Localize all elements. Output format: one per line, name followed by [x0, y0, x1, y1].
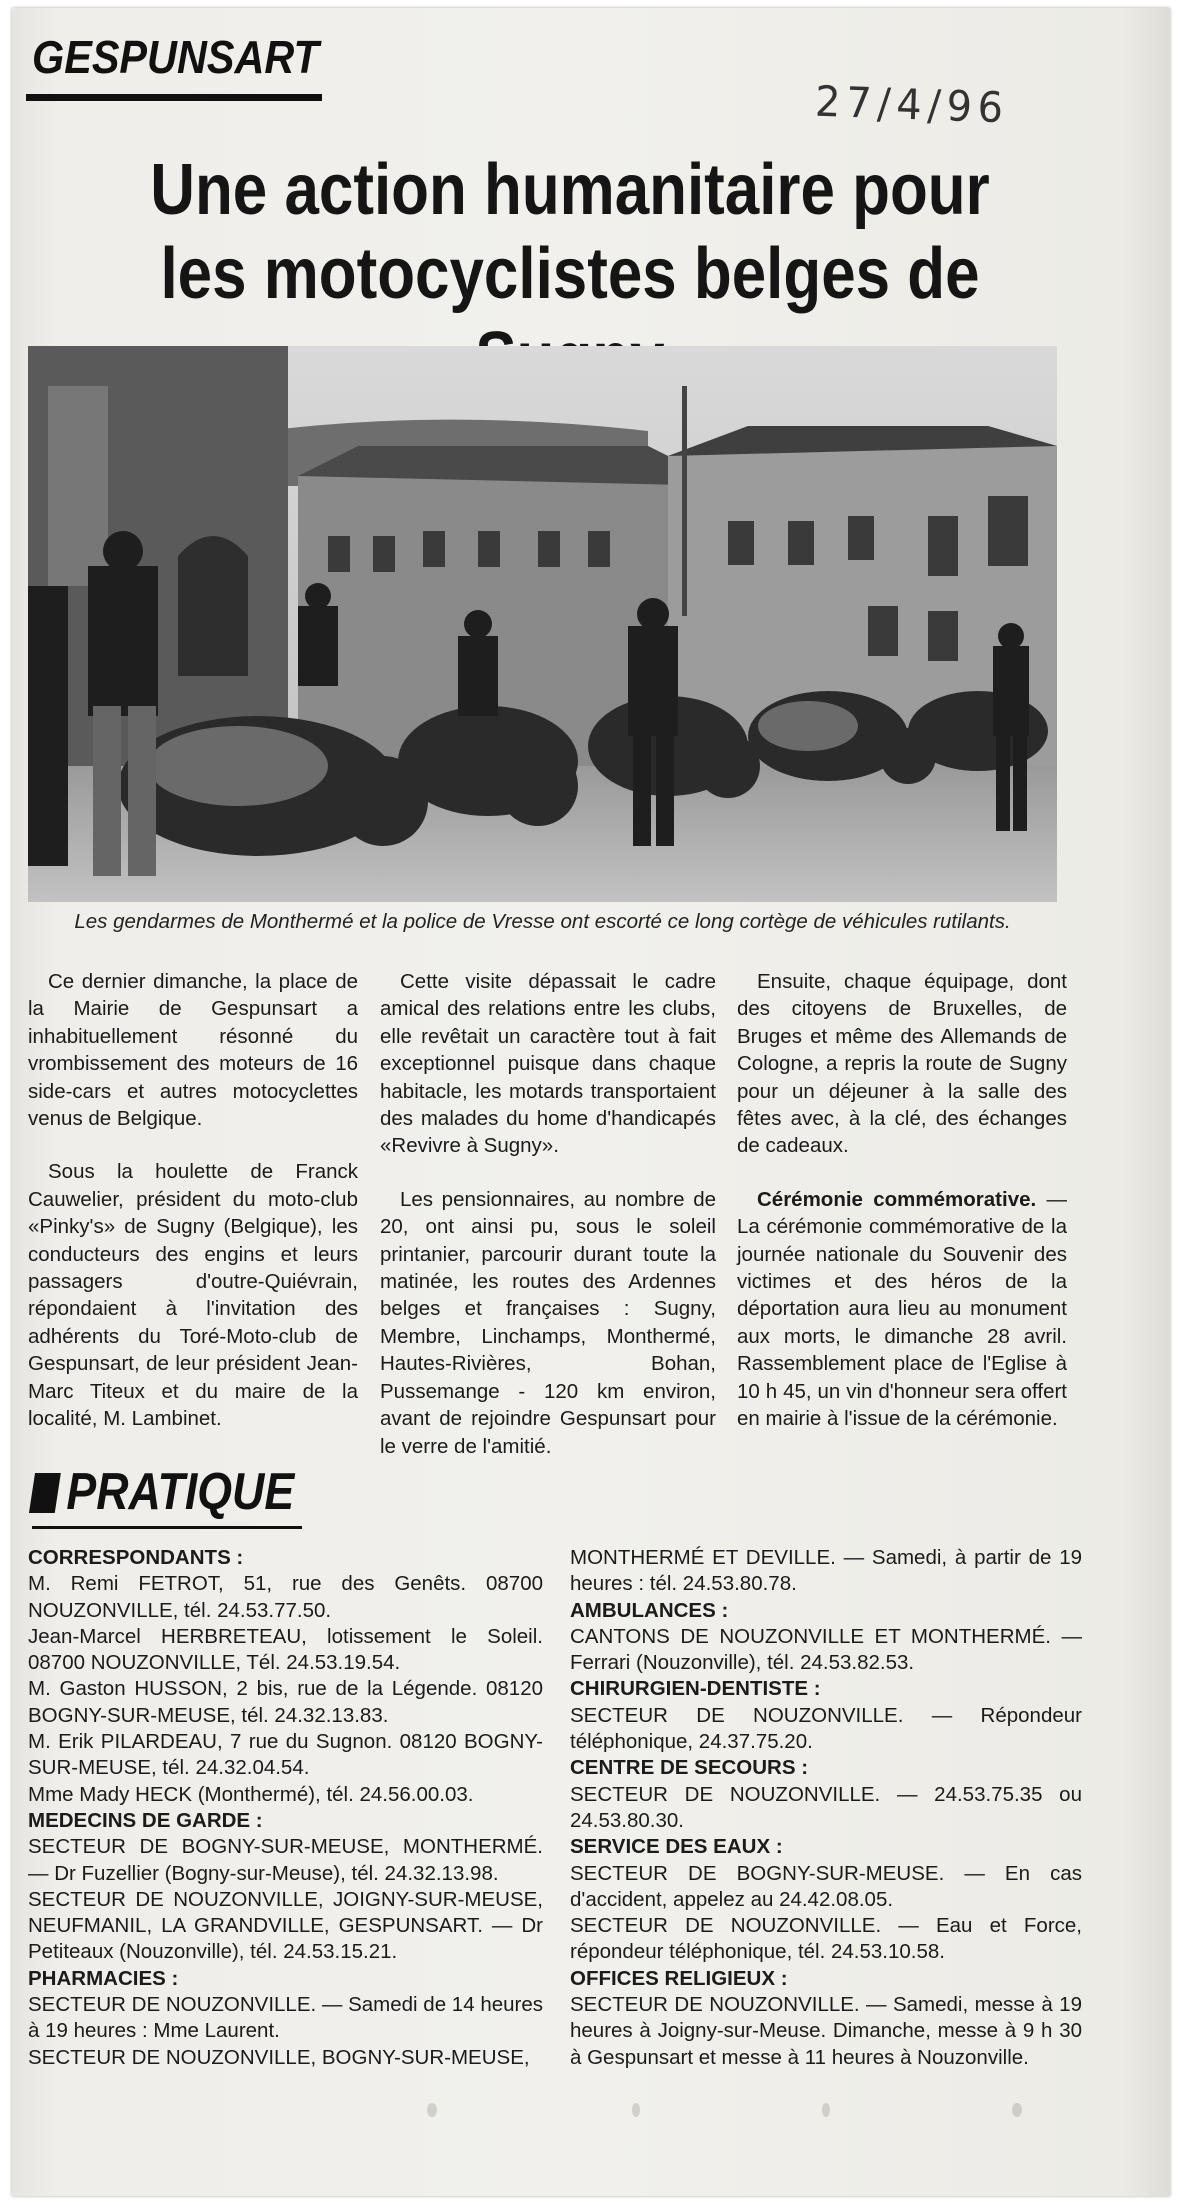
- paragraph: Sous la houlette de Franck Cauwelier, président du moto-club «Pinky's» de Sugny (Belgique), les conducteurs des engins et leurs passagers d'outre-Quiévrain, répondaient à l'invitation des adhérents du Toré-Moto-club de Gespunsart, de leur président Jean-Marc Titeux et du maire de la localité, M. Lambinet.: [28, 1160, 358, 1431]
- listing-entry: SECTEUR DE NOUZONVILLE, JOIGNY-SUR-MEUSE, NEUFMANIL, LA GRANDVILLE, GESPUNSART. — Dr Petiteaux (Nouzonville), tél. 24.53.15.21.: [28, 1887, 543, 1964]
- paper-spot: [632, 2103, 640, 2117]
- listing-entry: SECTEUR DE NOUZONVILLE. — Eau et Force, répondeur téléphonique, tél. 24.53.10.58.: [570, 1914, 1082, 1964]
- listing-heading: CORRESPONDANTS :: [28, 1546, 244, 1569]
- listing-heading: AMBULANCES :: [570, 1598, 729, 1622]
- paper-spot: [822, 2103, 830, 2117]
- pratique-column-right: [570, 1545, 1082, 2071]
- newspaper-clipping: [12, 8, 1170, 2196]
- listing-entry: M. Gaston HUSSON, 2 bis, rue de la Légende. 08120 BOGNY-SUR-MEUSE, tél. 24.32.13.83.: [28, 1677, 543, 1727]
- listing-entry: SECTEUR DE NOUZONVILLE, BOGNY-SUR-MEUSE,: [28, 2045, 530, 2069]
- listing-heading: CENTRE DE SECOURS :: [570, 1756, 809, 1780]
- listing-heading: MEDECINS DE GARDE :: [28, 1808, 263, 1832]
- paragraph: Ce dernier dimanche, la place de la Mairie de Gespunsart a inhabituellement résonné du vrombissement des moteurs de 16 side-cars et autres motocyclettes venus de Belgique.: [28, 970, 358, 1131]
- pratique-heading: [32, 1462, 294, 1522]
- listing-heading: OFFICES RELIGIEUX :: [570, 1966, 788, 1990]
- square-bullet-icon: [29, 1473, 61, 1513]
- listing-heading: PHARMACIES :: [28, 1966, 179, 1990]
- listing-entry: MONTHERMÉ ET DEVILLE. — Samedi, à partir de 19 heures : tél. 24.53.80.78.: [570, 1546, 1082, 1596]
- article-column-1: [28, 968, 358, 1459]
- kicker-underline: [26, 94, 322, 101]
- listing-heading: SERVICE DES EAUX :: [570, 1835, 783, 1859]
- paragraph: Les pensionnaires, au nombre de 20, ont ainsi pu, sous le soleil printanier, parcourir durant toute la matinée, les routes des Ardennes belges et françaises : Sugny, Membre, Linchamps, Monthermé, Hautes-Rivières, Bohan, Pussemange - 120 km environ, avant de rejoindre Gespunsart pour le verre de l'amitié.: [380, 1187, 716, 1458]
- listing-entry: Mme Mady HECK (Monthermé), tél. 24.56.00.03.: [28, 1782, 474, 1806]
- article-photo: [28, 346, 1057, 902]
- listing-entry: SECTEUR DE NOUZONVILLE. — Samedi, messe à 19 heures à Joigny-sur-Meuse. Dimanche, messe à 9 h 30 à Gespunsart et messe à 11 heures à Nouzonville.: [570, 1993, 1082, 2069]
- headline-line-1: Une action humanitaire pour: [150, 150, 990, 230]
- listing-entry: M. Erik PILARDEAU, 7 rue du Sugnon. 08120 BOGNY-SUR-MEUSE, tél. 24.32.04.54.: [28, 1730, 543, 1780]
- listing-entry: SECTEUR DE BOGNY-SUR-MEUSE, MONTHERMÉ. — Dr Fuzellier (Bogny-sur-Meuse), tél. 24.32.13.98.: [28, 1835, 543, 1885]
- listing-entry: Jean-Marcel HERBRETEAU, lotissement le Soleil. 08700 NOUZONVILLE, Tél. 24.53.19.54.: [28, 1624, 543, 1675]
- pratique-underline: [32, 1526, 302, 1529]
- photo-caption: Les gendarmes de Monthermé et la police de Vresse ont escorté ce long cortège de véhicules rutilants.: [74, 910, 1011, 933]
- listing-heading: CHIRURGIEN-DENTISTE :: [570, 1677, 821, 1701]
- listing-entry: CANTONS DE NOUZONVILLE ET MONTHERMÉ. — Ferrari (Nouzonville), tél. 24.53.82.53.: [570, 1624, 1082, 1675]
- paper-spot: [427, 2103, 437, 2117]
- paragraph: Cette visite dépassait le cadre amical des relations entre les clubs, elle revêtait un caractère tout à fait exceptionnel puisque dans chaque habitacle, les motards transportaient des malades du home d'handicapés «Revivre à Sugny».: [380, 970, 716, 1158]
- subheading: Cérémonie commémorative.: [757, 1187, 1037, 1211]
- listing-entry: SECTEUR DE BOGNY-SUR-MEUSE. — En cas d'accident, appelez au 24.42.08.05.: [570, 1861, 1082, 1911]
- section-kicker: GESPUNSART: [32, 31, 319, 83]
- paragraph-text: — La cérémonie commémorative de la journée nationale du Souvenir des victimes et des héros de la déportation aura lieu au monument aux morts, le dimanche 28 avril. Rassemblement place de l'Eglise à 10 h 45, un vin d'honneur sera offert en mairie à l'issue de la cérémonie.: [737, 1187, 1067, 1431]
- article-column-2: [380, 968, 716, 1486]
- pratique-column-left: [28, 1545, 543, 2071]
- article-column-3: [737, 968, 1067, 1459]
- handwritten-date: 27/4/96: [814, 76, 1010, 133]
- pratique-title: PRATIQUE: [66, 1463, 295, 1521]
- listing-entry: SECTEUR DE NOUZONVILLE. — 24.53.75.35 ou 24.53.80.30.: [570, 1782, 1082, 1832]
- paragraph: Ensuite, chaque équipage, dont des citoyens de Bruxelles, de Bruges et même des Allemands de Cologne, a repris la route de Sugny pour un déjeuner à la salle des fêtes avec, à la clé, des échanges de cadeaux.: [737, 970, 1067, 1158]
- headline-line-2: les motocyclistes belges de: [160, 234, 980, 314]
- listing-entry: SECTEUR DE NOUZONVILLE. — Samedi de 14 heures à 19 heures : Mme Laurent.: [28, 1993, 543, 2043]
- paper-spot: [1012, 2103, 1022, 2117]
- listing-entry: SECTEUR DE NOUZONVILLE. — Répondeur téléphonique, 24.37.75.20.: [570, 1703, 1082, 1754]
- paragraph: [737, 1186, 1067, 1433]
- listing-entry: M. Remi FETROT, 51, rue des Genêts. 08700 NOUZONVILLE, tél. 24.53.77.50.: [28, 1572, 543, 1622]
